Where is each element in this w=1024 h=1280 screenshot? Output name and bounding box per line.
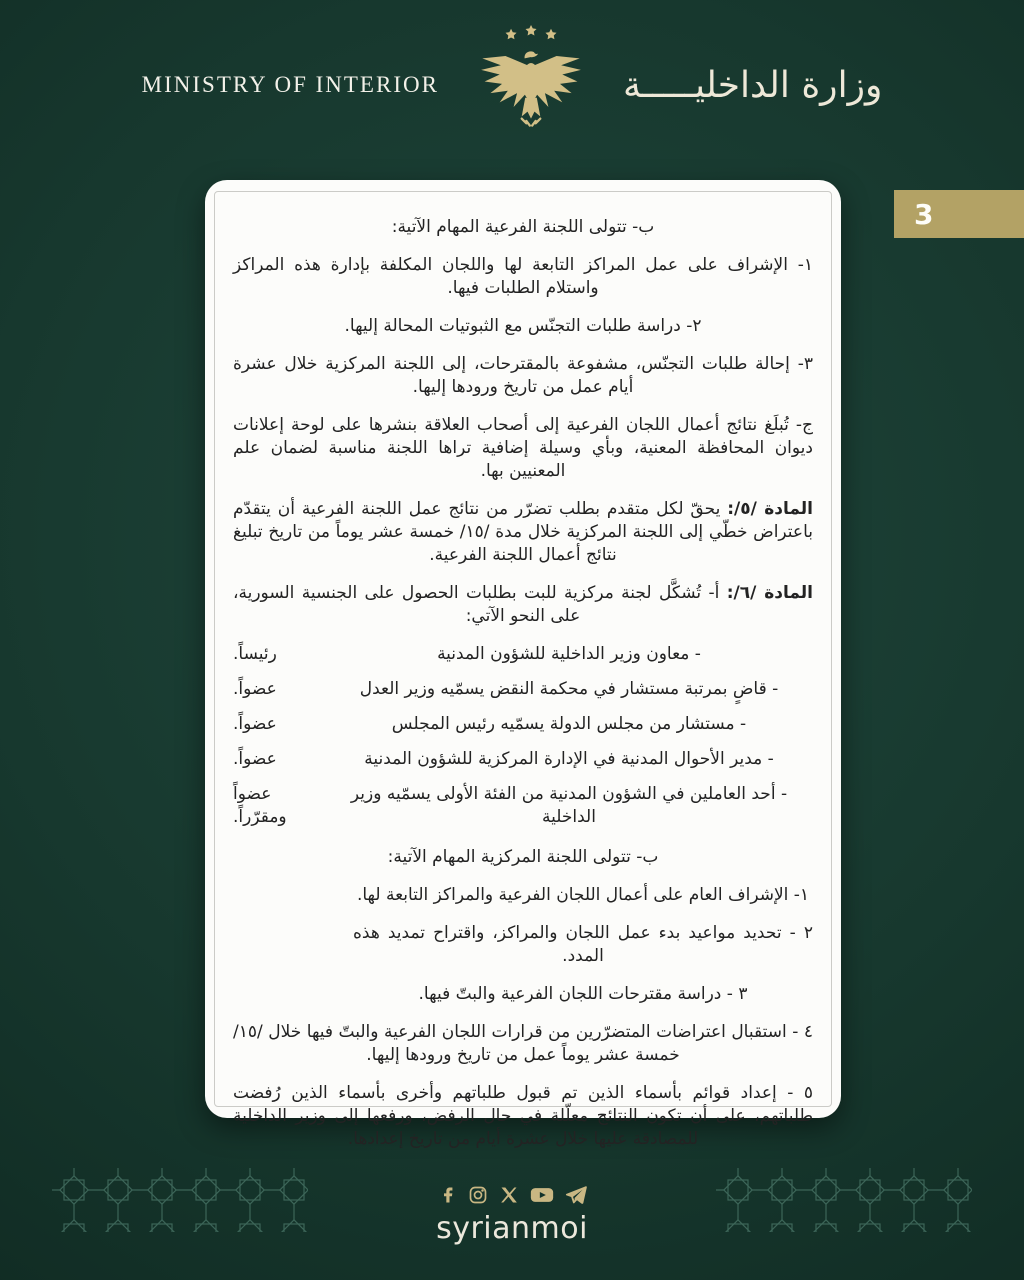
member-role: رئيساً. xyxy=(233,644,277,664)
subcommittee-task: ٢- دراسة طلبات التجنّس مع الثبوتيات المحالة إليها. xyxy=(344,316,702,336)
page-number-badge xyxy=(894,190,1024,238)
instagram-icon[interactable] xyxy=(468,1185,488,1205)
member-role: عضواً. xyxy=(233,714,277,734)
article-5 xyxy=(233,498,813,567)
ministry-title-ar: وزارة الداخليـــــة xyxy=(622,64,883,106)
x-icon[interactable] xyxy=(499,1185,519,1205)
committee-member-row xyxy=(233,748,813,771)
social-handle[interactable]: syrianmoi xyxy=(436,1211,588,1246)
eagle-emblem-icon xyxy=(473,21,589,149)
footer xyxy=(0,1185,1024,1246)
article-5-text: يحقّ لكل متقدم بطلب تضرّر من نتائج عمل اللجنة الفرعية أن يتقدّم باعتراض خطّي إلى اللجنة المركزية خلال مدة /١٥/ خمسة عشر يوماً من تاريخ تبليغ نتائج أعمال اللجنة الفرعية. xyxy=(233,499,813,565)
member-role: عضواً. xyxy=(233,679,277,699)
ministry-title-en: MINISTRY OF INTERIOR xyxy=(141,72,439,97)
central-task: ٢ - تحديد مواعيد بدء عمل اللجان والمراكز، واقتراح تمديد هذه المدد. xyxy=(353,923,813,966)
facebook-icon[interactable] xyxy=(437,1185,457,1205)
member-position: - معاون وزير الداخلية للشؤون المدنية xyxy=(437,644,701,664)
member-role: عضواً ومقرّراً. xyxy=(233,784,287,827)
article-6 xyxy=(233,582,813,628)
document-text xyxy=(205,180,841,1149)
member-role: عضواً. xyxy=(233,749,277,769)
member-position: - أحد العاملين في الشؤون المدنية من الفئة الأولى يسمّيه وزير الداخلية xyxy=(350,784,788,827)
article-6-text: أ- تُشكَّل لجنة مركزية للبت بطلبات الحصول على الجنسية السورية، على النحو الآتي: xyxy=(233,583,727,626)
document-card xyxy=(205,180,841,1149)
committee-member-row xyxy=(233,643,813,666)
central-task: ٤ - استقبال اعتراضات المتضرّرين من قرارات اللجان الفرعية والبتّ فيها خلال /١٥/ خمسة عشر يوماً عمل من تاريخ ورودها إليها. xyxy=(233,1022,813,1065)
article-5-label: المادة /٥/: xyxy=(727,499,813,519)
member-position: - مدير الأحوال المدنية في الإدارة المركزية للشؤون المدنية xyxy=(364,749,774,769)
subcommittee-task: ١- الإشراف على عمل المراكز التابعة لها واللجان المكلفة بإدارة هذه المراكز واستلام الطلبات فيها. xyxy=(233,255,813,298)
central-task: ٣ - دراسة مقترحات اللجان الفرعية والبتّ فيها. xyxy=(418,984,748,1004)
subcommittee-heading: ب- تتولى اللجنة الفرعية المهام الآتية: xyxy=(391,217,655,237)
subcommittee-task: ٣- إحالة طلبات التجنّس، مشفوعة بالمقترحات، إلى اللجنة المركزية خلال عشرة أيام عمل من تاريخ ورودها إليها. xyxy=(233,354,813,397)
clause-j: ج- تُبلَغ نتائج أعمال اللجان الفرعية إلى أصحاب العلاقة بنشرها على لوحة إعلانات ديوان المحافظة المعنية، وبأي وسيلة إضافية تراها اللجنة مناسبة لضمان علم المعنيين بها. xyxy=(233,415,813,481)
article-6-label: المادة /٦/: xyxy=(726,583,813,603)
member-position: - مستشار من مجلس الدولة يسمّيه رئيس المجلس xyxy=(391,714,747,734)
page-number: 3 xyxy=(914,197,934,231)
telegram-icon[interactable] xyxy=(565,1185,587,1205)
header xyxy=(0,0,1024,170)
committee-member-row xyxy=(233,678,813,701)
central-heading: ب- تتولى اللجنة المركزية المهام الآتية: xyxy=(387,847,659,867)
committee-member-row xyxy=(233,713,813,736)
youtube-icon[interactable] xyxy=(530,1185,554,1205)
central-task: ١- الإشراف العام على أعمال اللجان الفرعية والمراكز التابعة لها. xyxy=(356,885,810,905)
committee-member-row xyxy=(233,783,813,829)
central-task: ٥ - إعداد قوائم بأسماء الذين تم قبول طلباتهم وأخرى بأسماء الذين رُفضت طلباتهم، على أن تكون النتائج معلّلة في حال الرفض، ورفعها إلى وزير الداخلية للمصادقة عليها خلال عشرة أيام من تاريخ إعدادها. xyxy=(233,1083,813,1149)
social-icons-row xyxy=(437,1185,587,1205)
member-position: - قاضٍ بمرتبة مستشار في محكمة النقض يسمّيه وزير العدل xyxy=(359,679,779,699)
